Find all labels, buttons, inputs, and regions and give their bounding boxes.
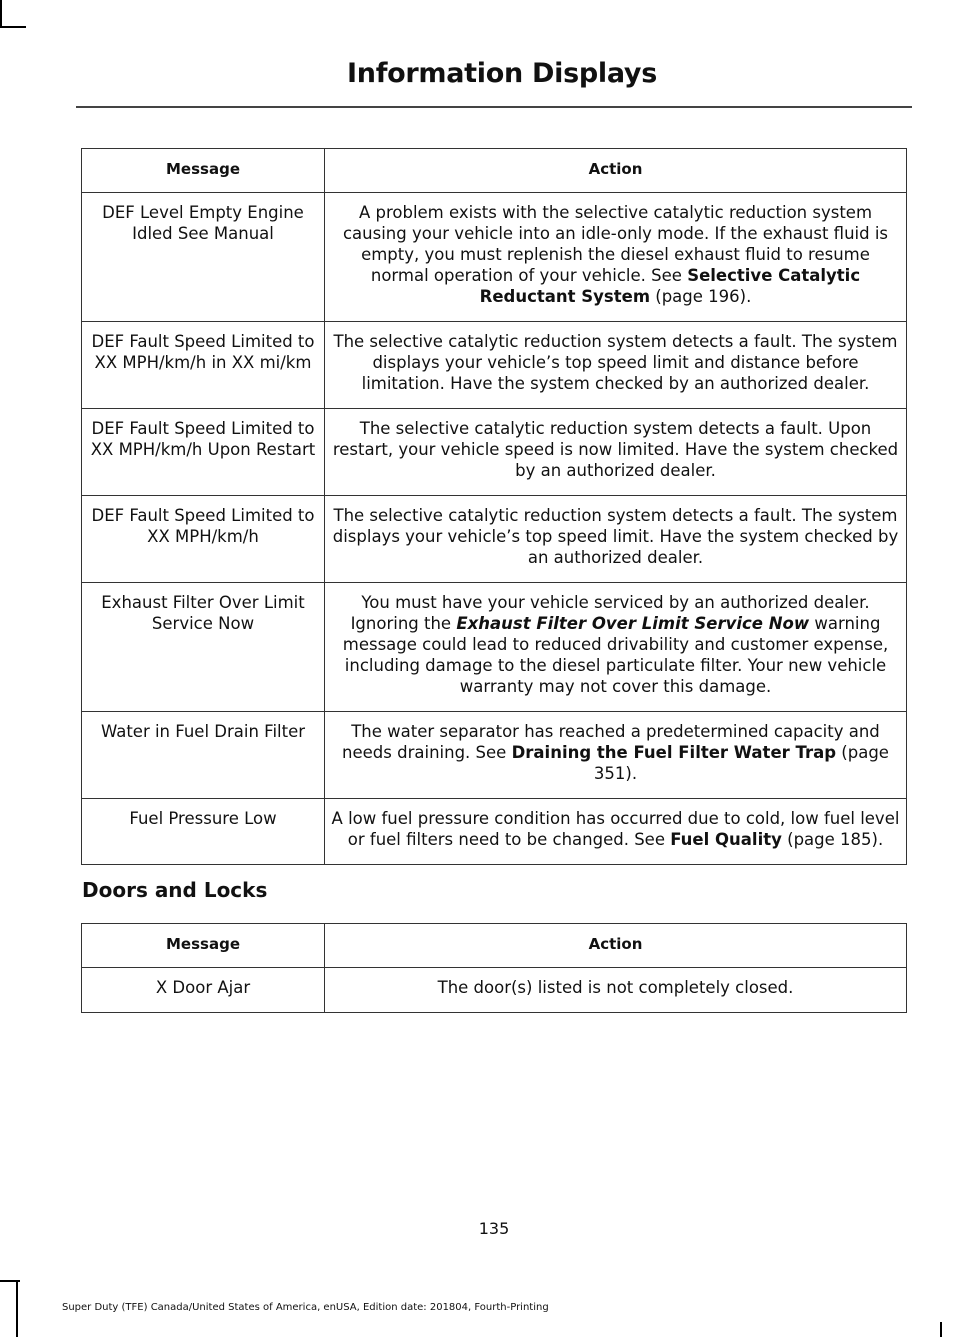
table-row <box>82 799 907 865</box>
table-row <box>82 712 907 799</box>
action-text: A problem exists with the selective catalytic reduction system causing your vehicle into an idle-only mode. If the exhaust fluid is empty, you must replenish the diesel exhaust fluid to resume normal operation of your vehicle. See <box>342 203 889 285</box>
column-header-message: Message <box>82 149 325 193</box>
action-cell: The selective catalytic reduction system detects a fault. Upon restart, your vehicle speed is now limited. Have the system checked by an authorized dealer. <box>325 409 907 496</box>
crop-mark-top-left-vertical <box>0 0 2 26</box>
message-cell: Fuel Pressure Low <box>82 799 325 865</box>
message-cell: DEF Fault Speed Limited to XX MPH/km/h in XX mi/km <box>82 322 325 409</box>
crop-mark-top-left-horizontal <box>0 26 26 28</box>
page-number: 135 <box>478 1219 510 1238</box>
action-cell <box>325 799 907 865</box>
cross-reference-link[interactable]: Selective Catalytic Reductant System <box>479 266 861 306</box>
title-divider <box>76 106 912 108</box>
footer-edition-info: Super Duty (TFE) Canada/United States of America, enUSA, Edition date: 201804, Fourth-Printing <box>62 1302 549 1313</box>
action-text: You must have your vehicle serviced by an authorized dealer. Ignoring the <box>350 593 870 633</box>
table-row <box>82 193 907 322</box>
message-cell: Exhaust Filter Over Limit Service Now <box>82 583 325 712</box>
column-header-action: Action <box>325 924 907 968</box>
action-text: A low fuel pressure condition has occurred due to cold, low fuel level or fuel filters need to be changed. See <box>331 809 900 849</box>
action-cell: The door(s) listed is not completely closed. <box>325 968 907 1013</box>
doors-locks-table <box>81 923 907 1013</box>
column-header-message: Message <box>82 924 325 968</box>
section-heading: Doors and Locks <box>82 878 268 902</box>
table-row <box>82 583 907 712</box>
action-text: The water separator has reached a predetermined capacity and needs draining. See <box>342 722 880 762</box>
page-reference: (page 196). <box>655 287 752 306</box>
column-header-action: Action <box>325 149 907 193</box>
table-row <box>82 409 907 496</box>
message-cell: DEF Fault Speed Limited to XX MPH/km/h <box>82 496 325 583</box>
action-cell <box>325 583 907 712</box>
warning-message-name: Exhaust Filter Over Limit Service Now <box>456 614 810 633</box>
message-cell: Water in Fuel Drain Filter <box>82 712 325 799</box>
action-cell: The selective catalytic reduction system detects a fault. The system displays your vehicle’s top speed limit. Have the system checked by an authorized dealer. <box>325 496 907 583</box>
cross-reference-link[interactable]: Draining the Fuel Filter Water Trap <box>511 743 837 762</box>
crop-mark-bottom-left-vertical <box>16 1280 18 1337</box>
table-row <box>82 968 907 1013</box>
action-text: warning message could lead to reduced drivability and customer expense, including damage to the diesel particulate filter. Your new vehicle warranty may not cover this damage. <box>342 614 889 696</box>
crop-mark-bottom-right-vertical <box>940 1322 942 1337</box>
action-cell <box>325 193 907 322</box>
page-title: Information Displays <box>347 58 657 89</box>
table-header-row <box>82 924 907 968</box>
page-reference: (page 351). <box>593 743 889 783</box>
message-cell: X Door Ajar <box>82 968 325 1013</box>
page-reference: (page 185). <box>787 830 884 849</box>
table-header-row <box>82 149 907 193</box>
table-row <box>82 496 907 583</box>
message-cell: DEF Fault Speed Limited to XX MPH/km/h Upon Restart <box>82 409 325 496</box>
cross-reference-link[interactable]: Fuel Quality <box>670 830 782 849</box>
messages-table <box>81 148 907 865</box>
table-row <box>82 322 907 409</box>
message-cell: DEF Level Empty Engine Idled See Manual <box>82 193 325 322</box>
action-cell <box>325 712 907 799</box>
action-cell: The selective catalytic reduction system detects a fault. The system displays your vehicle’s top speed limit and distance before limitation. Have the system checked by an authorized dealer. <box>325 322 907 409</box>
